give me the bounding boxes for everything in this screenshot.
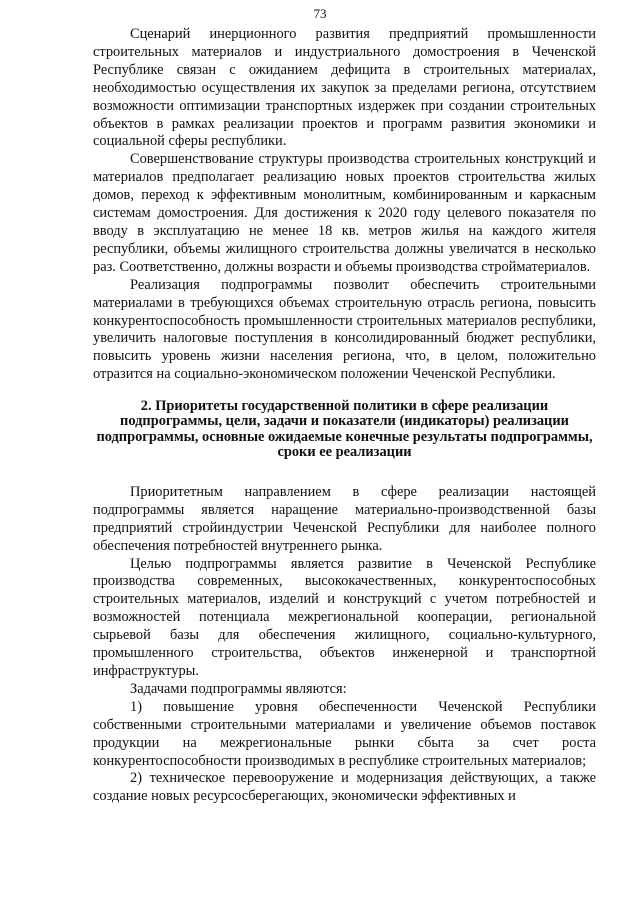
section-heading: 2. Приоритеты государственной политики в сфере реализации подпрограммы, цели, задачи и показатели (индикаторы) реализации подпрограммы, основные ожидаемые конечные результаты подпрограммы, сроки ее реализации [96,398,593,460]
list-item-task-2: 2) техническое перевооружение и модернизация действующих, а также создание новых ресурсосберегающих, экономически эффективных и [93,770,596,805]
paragraph-priority-direction: Приоритетным направлением в сфере реализации настоящей подпрограммы является наращение материально-производственной базы предприятий стройиндустрии Чеченской Республики для наиболее полного обеспечения потребностей внутреннего рынка. [93,483,596,554]
paragraph-implementation-effects: Реализация подпрограммы позволит обеспечить строительными материалами в требующихся объемах строительную отрасль региона, повысить конкурентоспособность промышленности строительных материалов республики, увеличить налоговые поступления в консолидированный бюджет республики, повысить уровень жизни населения региона, что, в целом, положительно отразится на социально-экономическом положении Чеченской Республики. [93,276,596,383]
paragraph-inertial-scenario: Сценарий инерционного развития предприятий промышленности строительных материалов и индустриального домостроения в Чеченской Республике связан с ожиданием дефицита в строительных материалах, необходимостью осуществления их закупок за пределами региона, отсутствием возможности оптимизации транспортных издержек при создании строительных объектов в рамках реализации проектов и программ развития экономики и социальной сферы республики. [93,26,596,150]
document-body [93,26,596,806]
paragraph-tasks-intro: Задачами подпрограммы являются: [130,680,347,697]
list-item-task-1: 1) повышение уровня обеспеченности Чеченской Республики собственными строительными материалами и увеличение объемов поставок продукции на межрегиональные рынки сбыта за счет роста конкурентоспособности производимых в республике строительных материалов; [93,698,596,769]
paragraph-subprogram-goal: Целью подпрограммы является развитие в Чеченской Республике производства современных, высококачественных, конкурентоспособных строительных материалов, изделий и конструкций с учетом потребностей и возможностей потенциала межрегиональной кооперации, региональной сырьевой базы для обеспечения жилищного, социально-культурного, промышленного строительства, объектов инженерной и транспортной инфраструктуры. [93,555,596,679]
page-number: 73 [313,6,327,21]
paragraph-structure-improvement: Совершенствование структуры производства строительных конструкций и материалов предполагает реализацию новых проектов строительства жилых домов, переход к эффективным монолитным, комбинированным и каркасным системам домостроения. Для достижения к 2020 году целевого показателя по вводу в эксплуатацию не менее 18 кв. метров жилья на каждого жителя республики, объемы жилищного строительства должны увеличатся в несколько раз. Соответственно, должны возрасти и объемы производства стройматериалов. [93,151,596,275]
